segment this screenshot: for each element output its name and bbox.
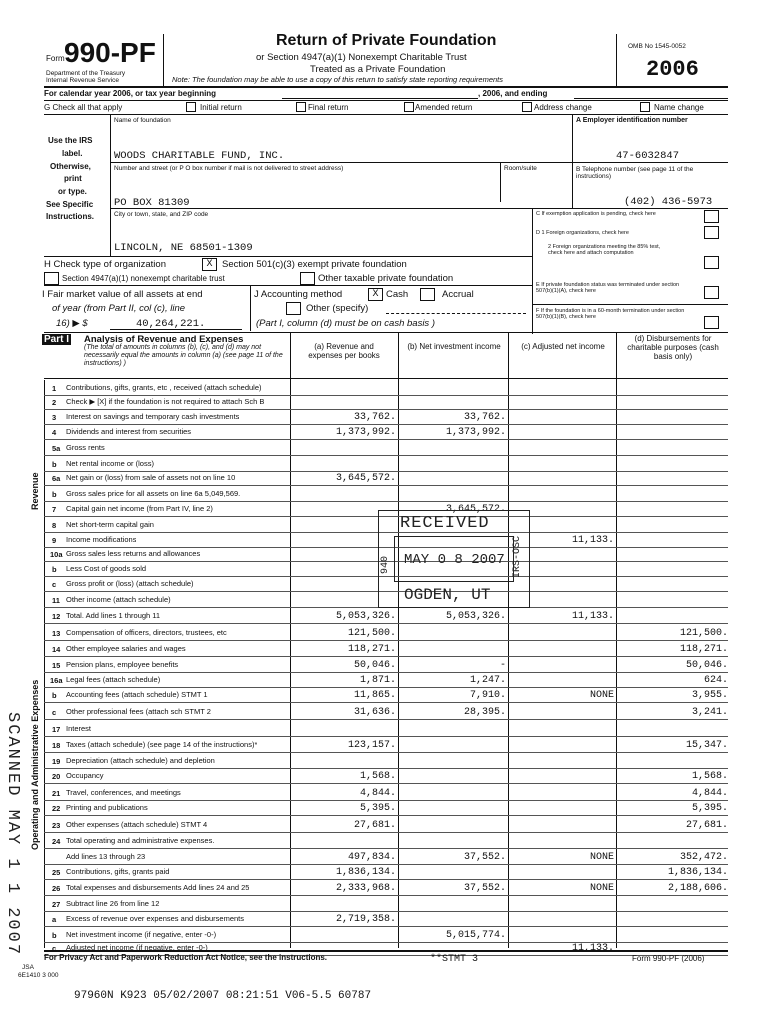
other-method-label: Other (specify) <box>306 303 369 314</box>
row-number: 1 <box>52 384 57 393</box>
row-number: 5a <box>52 444 61 453</box>
row-description: Contributions, gifts, grants paid <box>66 868 170 876</box>
row-description: Gross rents <box>66 444 105 452</box>
row-number: 15 <box>52 661 61 670</box>
col-a-value[interactable]: 1,568. <box>359 771 396 782</box>
row-number: 26 <box>52 884 61 893</box>
jsa-code: 6E1410 3 000 <box>18 972 59 979</box>
col-d-value[interactable]: 27,681. <box>685 820 728 831</box>
received-text: RECEIVED <box>400 514 490 533</box>
col-c-value[interactable]: 11,133. <box>571 611 614 622</box>
row-description: Other income (attach schedule) <box>66 596 171 604</box>
col-d-value[interactable]: 1,836,134. <box>667 867 728 878</box>
row-divider <box>44 439 728 440</box>
row-description: Net gain or (loss) from sale of assets not on line 10 <box>66 474 236 482</box>
department: Department of the Treasury <box>46 70 126 77</box>
row-number: c <box>52 580 57 589</box>
col-c-value[interactable]: 11,133. <box>571 535 614 546</box>
row-description: Net investment income (if negative, enter -0-) <box>66 931 217 939</box>
row-divider <box>44 409 728 410</box>
side-label: label. <box>62 149 83 158</box>
initial-return-checkbox[interactable] <box>186 102 196 112</box>
subtitle-2: Treated as a Private Foundation <box>310 64 446 75</box>
row-number: c <box>52 708 57 717</box>
col-d-value[interactable]: 3,955. <box>691 690 728 701</box>
ein-label: A Employer identification number <box>576 117 688 124</box>
row-description: Pension plans, employee benefits <box>66 661 179 669</box>
section-501c3-label: Section 501(c)(3) exempt private foundation <box>222 259 407 270</box>
col-d-value[interactable]: 1,568. <box>691 771 728 782</box>
stmt-ref: **STMT 3 <box>430 954 479 965</box>
row-divider <box>44 719 728 720</box>
col-a-value[interactable]: 31,636. <box>353 707 396 718</box>
row-description: Printing and publications <box>66 804 148 812</box>
col-d-header: (d) Disbursements for charitable purposes (cash basis only) <box>627 334 719 361</box>
row-description: Other professional fees (attach sch STMT 2 <box>66 708 211 716</box>
check-d1-box[interactable] <box>704 226 719 239</box>
i-line1: I Fair market value of all assets at end <box>42 289 203 300</box>
i-line2: of year (from Part II, col (c), line <box>52 303 186 314</box>
row-number: 22 <box>52 804 61 813</box>
col-a-header: (a) Revenue and expenses per books <box>308 342 380 360</box>
col-a-value[interactable]: 50,046. <box>353 660 396 671</box>
side-use-irs: Use the IRS <box>48 136 93 145</box>
col-d-value[interactable]: 4,844. <box>691 788 728 799</box>
check-d2-box[interactable] <box>704 256 719 269</box>
col-a-value[interactable]: 2,333,968. <box>335 883 396 894</box>
check-e-box[interactable] <box>704 286 719 299</box>
row-divider <box>44 848 728 849</box>
row-divider <box>44 911 728 912</box>
other-taxable-checkbox[interactable] <box>300 272 315 285</box>
row-number: 16a <box>50 676 63 685</box>
other-taxable-label: Other taxable private foundation <box>318 273 454 284</box>
cash-checkbox[interactable]: X <box>368 288 383 301</box>
row-divider <box>44 832 728 833</box>
check-f-box[interactable] <box>704 316 719 329</box>
part1-title: Analysis of Revenue and Expenses <box>84 334 244 345</box>
jsa-label: JSA <box>22 964 34 971</box>
omb-number: OMB No 1545-0052 <box>628 43 686 50</box>
row-number: 23 <box>52 821 61 830</box>
row-number: a <box>52 915 57 924</box>
col-b-value[interactable]: 5,053,326. <box>445 611 506 622</box>
part1-note: (The total of amounts in columns (b), (c), and (d) may not necessarily equal the amounts in column (a) (see page 11 of the instructions) ) <box>84 344 283 367</box>
row-number: 19 <box>52 757 61 766</box>
row-description: Add lines 13 through 23 <box>66 853 146 861</box>
col-c-value[interactable]: NONE <box>589 690 614 701</box>
room-suite-label: Room/suite <box>504 165 537 172</box>
row-divider <box>44 471 728 472</box>
row-divider <box>44 879 728 880</box>
calendar-label: For calendar year 2006, or tax year beginning <box>44 89 217 98</box>
row-description: Gross sales price for all assets on line 6a 5,049,569. <box>66 490 241 498</box>
g-check-label: G Check all that apply <box>44 103 123 112</box>
row-number: 27 <box>52 900 61 909</box>
row-number: c <box>52 944 57 953</box>
row-description: Total operating and administrative expenses. <box>66 837 215 845</box>
col-a-value[interactable]: 1,373,992. <box>335 427 396 438</box>
check-f-label: F If the foundation is in a 60-month termination under section 507(b)(1)(B), check here <box>536 308 685 320</box>
row-description: Check ▶ [X] if the foundation is not required to attach Sch B <box>66 398 265 406</box>
row-description: Excess of revenue over expenses and disbursements <box>66 915 245 923</box>
row-divider <box>44 702 728 703</box>
name-change-checkbox[interactable] <box>640 102 650 112</box>
name-change-label: Name change <box>654 103 704 112</box>
row-description: Taxes (attach schedule) (see page 14 of the instructions)* <box>66 741 258 749</box>
row-number: b <box>52 490 57 499</box>
col-b-value[interactable]: 37,552. <box>463 883 506 894</box>
row-number: 25 <box>52 868 61 877</box>
col-a-value[interactable]: 3,645,572. <box>335 473 396 484</box>
col-a-value[interactable]: 1,836,134. <box>335 867 396 878</box>
form-label: Form <box>46 54 65 63</box>
row-description: Other employee salaries and wages <box>66 645 186 653</box>
col-a-value[interactable]: 497,834. <box>347 852 396 863</box>
row-number: 3 <box>52 413 57 422</box>
side-expenses: Operating and Administrative Expenses <box>30 679 40 850</box>
street-address[interactable]: PO BOX 81309 <box>114 197 190 209</box>
row-number: 9 <box>52 536 57 545</box>
row-divider <box>44 485 728 486</box>
scanned-stamp: SCANNED MAY 1 1 2007 <box>3 712 22 957</box>
col-b-value[interactable]: 28,395. <box>463 707 506 718</box>
row-divider <box>44 736 728 737</box>
section-4947-checkbox[interactable] <box>44 272 59 285</box>
row-description: Compensation of officers, directors, trustees, etc <box>66 629 227 637</box>
accrual-checkbox[interactable] <box>420 288 435 301</box>
address-change-label: Address change <box>534 103 592 112</box>
page-title: Return of Private Foundation <box>276 32 497 49</box>
col-d-value[interactable]: 624. <box>703 675 728 686</box>
col-c-header: (c) Adjusted net income <box>521 342 605 351</box>
row-divider <box>44 864 728 865</box>
irs-label: Internal Revenue Service <box>46 77 119 84</box>
row-number: 11 <box>52 596 60 605</box>
city-label: City or town, state, and ZIP code <box>114 211 209 218</box>
fmv-value[interactable]: 40,264,221. <box>136 318 206 330</box>
row-divider <box>44 640 728 641</box>
col-d-value[interactable]: 118,271. <box>679 644 728 655</box>
foundation-name[interactable]: WOODS CHARITABLE FUND, INC. <box>114 150 285 162</box>
col-b-value[interactable]: 33,762. <box>463 412 506 423</box>
col-d-value[interactable]: 50,046. <box>685 660 728 671</box>
col-b-value[interactable]: 1,247. <box>469 675 506 686</box>
cash-label: Cash <box>386 289 409 300</box>
row-divider <box>44 455 728 456</box>
row-number: 7 <box>52 505 57 514</box>
side-revenue: Revenue <box>30 472 40 510</box>
row-description: Dividends and interest from securities <box>66 428 192 436</box>
col-a-value[interactable]: 123,157. <box>347 740 396 751</box>
col-a-value[interactable]: 1,871. <box>359 675 396 686</box>
row-description: Less Cost of goods sold <box>66 565 147 573</box>
print-line: 97960N K923 05/02/2007 08:21:51 V06-5.5 60787 <box>74 990 372 1002</box>
row-number: 20 <box>52 772 61 781</box>
col-a-value[interactable]: 27,681. <box>353 820 396 831</box>
row-description: Gross profit or (loss) (attach schedule) <box>66 580 194 588</box>
row-divider <box>44 656 728 657</box>
check-d1-label: D 1 Foreign organizations, check here <box>536 230 629 236</box>
row-number: b <box>52 565 57 574</box>
row-number: 2 <box>52 398 57 407</box>
col-b-value[interactable]: - <box>499 660 506 671</box>
col-c-value[interactable]: NONE <box>589 883 614 894</box>
name-label: Name of foundation <box>114 117 171 124</box>
side-see-specific: See Specific <box>46 200 94 209</box>
form-ref: Form 990-PF (2006) <box>632 954 705 963</box>
row-divider <box>44 395 728 396</box>
col-a-value[interactable]: 2,719,358. <box>335 914 396 925</box>
row-description: Income modifications <box>66 536 137 544</box>
col-a-value[interactable]: 33,762. <box>353 412 396 423</box>
row-number: 21 <box>52 789 61 798</box>
row-description: Other expenses (attach schedule) STMT 4 <box>66 821 208 829</box>
row-description: Net rental income or (loss) <box>66 460 154 468</box>
accrual-label: Accrual <box>442 289 474 300</box>
row-description: Contributions, gifts, grants, etc , received (attach schedule) <box>66 384 262 392</box>
final-return-label: Final return <box>308 103 349 112</box>
check-e-label: E If private foundation status was terminated under section 507(b)(1)(A), check here <box>536 282 680 294</box>
row-number: 18 <box>52 741 61 750</box>
side-otherwise: Otherwise, <box>50 162 91 171</box>
row-number: 12 <box>52 612 61 621</box>
phone-label: B Telephone number (see page 11 of the instructions) <box>576 166 694 180</box>
col-a-value[interactable]: 118,271. <box>347 644 396 655</box>
col-d-value[interactable]: 5,395. <box>691 803 728 814</box>
row-divider <box>44 501 728 502</box>
row-number: 6a <box>52 474 61 483</box>
row-number: 4 <box>52 428 57 437</box>
part1-tag: Part I <box>44 334 70 345</box>
row-description: Occupancy <box>66 772 104 780</box>
row-description: Gross sales less returns and allowances <box>66 550 201 558</box>
row-description: Capital gain net income (from Part IV, line 2) <box>66 505 213 513</box>
header-note: Note: The foundation may be able to use a copy of this return to satisfy state reporting requirements <box>172 75 504 84</box>
col-b-value[interactable]: 3,645,572. <box>445 504 506 515</box>
row-description: Travel, conferences, and meetings <box>66 789 181 797</box>
city-state-zip[interactable]: LINCOLN, NE 68501-1309 <box>114 242 253 254</box>
tax-year: 2006 <box>646 57 699 82</box>
received-date: MAY 0 8 2007 <box>404 552 505 568</box>
privacy-notice: For Privacy Act and Paperwork Reduction Act Notice, see the instructions. <box>44 953 328 962</box>
col-b-header: (b) Net investment income <box>407 342 501 351</box>
row-description: Net short-term capital gain <box>66 521 154 529</box>
j-label: J Accounting method <box>254 289 343 300</box>
row-description: Adjusted net income (if negative, enter -0-) <box>66 944 208 952</box>
section-501c3-checkbox[interactable]: X <box>202 258 217 271</box>
check-d2-label: 2 Foreign organizations meeting the 85% test, check here and attach computation <box>548 244 661 256</box>
section-4947-label: Section 4947(a)(1) nonexempt charitable trust <box>62 274 225 283</box>
row-divider <box>44 895 728 896</box>
received-city: OGDEN, UT <box>404 586 491 604</box>
row-description: Depreciation (attach schedule) and depletion <box>66 757 215 765</box>
i-line3: 16) ▶ $ <box>56 318 88 329</box>
col-b-value[interactable]: 7,910. <box>469 690 506 701</box>
row-divider <box>44 672 728 673</box>
row-description: Interest on savings and temporary cash investments <box>66 413 240 421</box>
side-instructions: Instructions. <box>46 212 95 221</box>
row-description: Legal fees (attach schedule) <box>66 676 161 684</box>
row-divider <box>44 424 728 425</box>
ein-value[interactable]: 47-6032847 <box>616 150 680 162</box>
stamp-side-right: IRS-OSC <box>512 535 523 578</box>
stamp-side-left: 940 <box>380 555 391 574</box>
row-number: 24 <box>52 837 61 846</box>
row-divider <box>44 783 728 784</box>
phone-value[interactable]: (402) 436-5973 <box>624 196 713 208</box>
col-c-value[interactable]: 11,133. <box>571 943 614 954</box>
side-print: print <box>64 174 82 183</box>
row-description: Total expenses and disbursements Add lines 24 and 25 <box>66 884 250 892</box>
row-number: b <box>52 931 57 940</box>
col-a-value[interactable]: 11,865. <box>353 690 396 701</box>
col-d-value[interactable]: 352,472. <box>679 852 728 863</box>
col-a-value[interactable]: 5,053,326. <box>335 611 396 622</box>
col-a-value[interactable]: 4,844. <box>359 788 396 799</box>
col-a-value[interactable]: 5,395. <box>359 803 396 814</box>
h-label: H Check type of organization <box>44 259 166 270</box>
row-divider <box>44 752 728 753</box>
row-number: 8 <box>52 521 57 530</box>
calendar-ending: , 2006, and ending <box>478 89 548 98</box>
row-description: Accounting fees (attach schedule) STMT 1 <box>66 691 208 699</box>
amended-return-checkbox[interactable] <box>404 102 414 112</box>
col-d-value[interactable]: 2,188,606. <box>667 883 728 894</box>
row-divider <box>44 687 728 688</box>
col-d-value[interactable]: 3,241. <box>691 707 728 718</box>
col-b-value[interactable]: 37,552. <box>463 852 506 863</box>
street-label: Number and street (or P O box number if mail is not delivered to street address) <box>114 165 344 172</box>
amended-return-label: Amended return <box>415 103 473 112</box>
check-c-label: C If exemption application is pending, check here <box>536 211 656 217</box>
col-c-value[interactable]: NONE <box>589 852 614 863</box>
form-number: 990-PF <box>64 37 156 68</box>
row-description: Total. Add lines 1 through 11 <box>66 612 161 620</box>
subtitle-1: or Section 4947(a)(1) Nonexempt Charitable Trust <box>256 52 467 63</box>
check-c-box[interactable] <box>704 210 719 223</box>
row-number: 10a <box>50 550 63 559</box>
row-divider <box>44 815 728 816</box>
row-divider <box>44 926 728 927</box>
row-number: 14 <box>52 645 61 654</box>
final-return-checkbox[interactable] <box>296 102 306 112</box>
col-d-value[interactable]: 121,500. <box>679 628 728 639</box>
address-change-checkbox[interactable] <box>522 102 532 112</box>
row-divider <box>44 800 728 801</box>
col-b-value[interactable]: 1,373,992. <box>445 427 506 438</box>
row-number: 17 <box>52 725 61 734</box>
col-a-value[interactable]: 121,500. <box>347 628 396 639</box>
row-divider <box>44 768 728 769</box>
row-description: Subtract line 26 from line 12 <box>66 900 160 908</box>
col-d-value[interactable]: 15,347. <box>685 740 728 751</box>
side-or-type: or type. <box>58 187 87 196</box>
row-divider <box>44 623 728 624</box>
other-method-checkbox[interactable] <box>286 302 301 315</box>
row-divider <box>44 942 728 943</box>
row-number: b <box>52 460 57 469</box>
j-note: (Part I, column (d) must be on cash basis ) <box>256 318 435 329</box>
row-number: b <box>52 691 57 700</box>
row-number: 13 <box>52 629 61 638</box>
initial-return-label: Initial return <box>200 103 242 112</box>
col-b-value[interactable]: 5,015,774. <box>445 930 506 941</box>
row-description: Interest <box>66 725 92 733</box>
